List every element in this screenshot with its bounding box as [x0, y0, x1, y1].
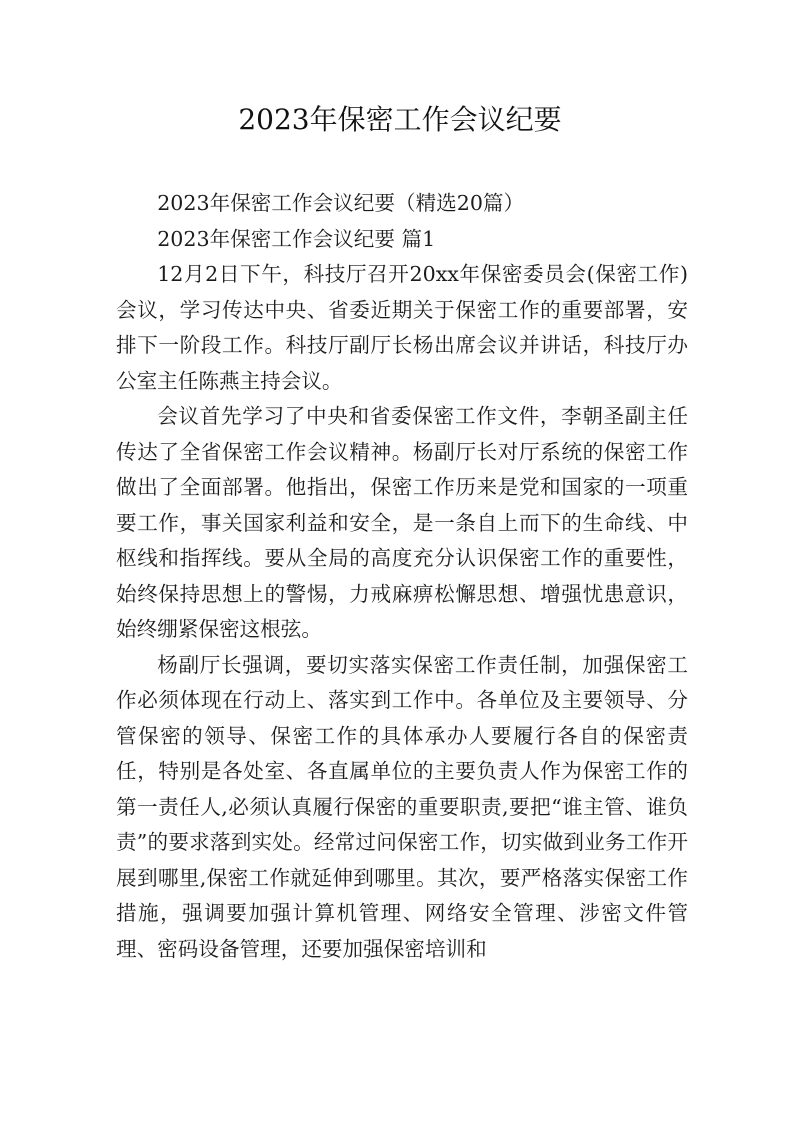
body-paragraph: 12月2日下午，科技厅召开20xx年保密委员会(保密工作)会议，学习传达中央、省委近期关于保密工作的重要部署，安排下一阶段工作。科技厅副厅长杨出席会议并讲话，科技厅办公室主任陈燕主持会议。 [116, 262, 688, 393]
body-paragraph: 会议首先学习了中央和省委保密工作文件，李朝圣副主任传达了全省保密工作会议精神。杨副厅长对厅系统的保密工作做出了全面部署。他指出，保密工作历来是党和国家的一项重要工作，事关国家利益和安全，是一条自上而下的生命线、中枢线和指挥线。要从全局的高度充分认识保密工作的重要性，始终保持思想上的警惕，力戒麻痹松懈思想、增强忧患意识，始终绷紧保密这根弦。 [116, 404, 688, 641]
document-body [116, 186, 688, 967]
document-subtitle: 2023年保密工作会议纪要（精选20篇） [157, 191, 525, 215]
document-title: 2023年保密工作会议纪要 [238, 103, 562, 136]
section-heading: 2023年保密工作会议纪要 篇1 [157, 226, 436, 251]
body-paragraph: 杨副厅长强调，要切实落实保密工作责任制，加强保密工作必须体现在行动上、落实到工作中。各单位及主要领导、分管保密的领导、保密工作的具体承办人要履行各自的保密责任，特别是各处室、各直属单位的主要负责人作为保密工作的第一责任人,必须认真履行保密的重要职责,要把“谁主管、谁负责”的要求落到实处。经常过问保密工作，切实做到业务工作开展到哪里,保密工作就延伸到哪里。其次，要严格落实保密工作措施，强调要加强计算机管理、网络安全管理、涉密文件管理、密码设备管理，还要加强保密培训和 [116, 652, 688, 961]
